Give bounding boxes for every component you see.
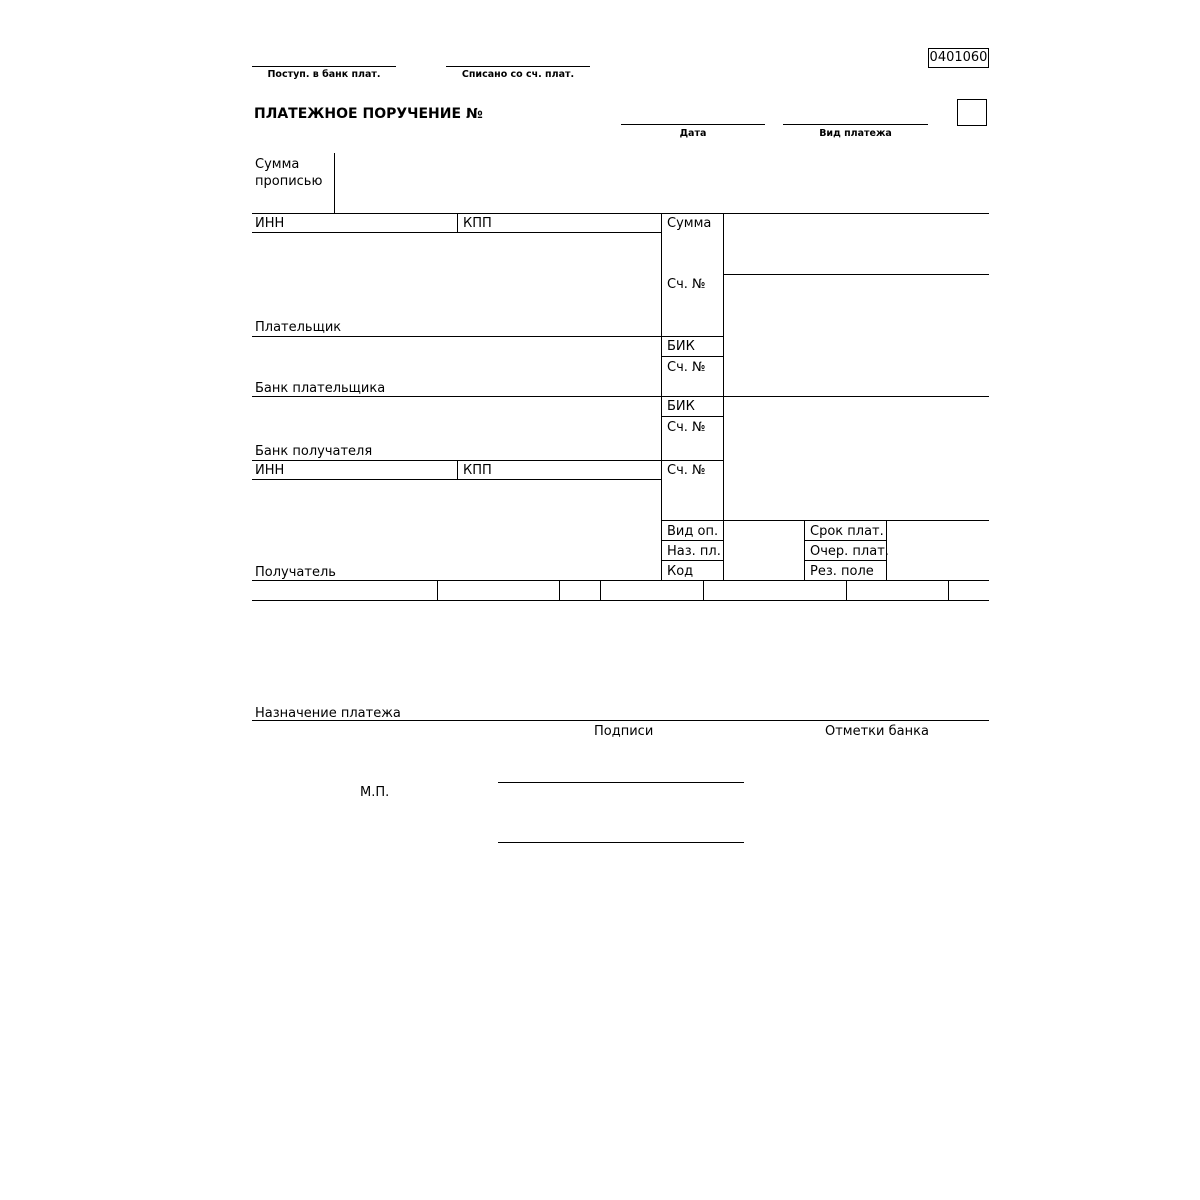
debited-date-line bbox=[446, 66, 590, 67]
tax-cell-divider-1 bbox=[437, 580, 438, 600]
date-line bbox=[621, 124, 765, 125]
tax-cell-divider-6 bbox=[948, 580, 949, 600]
recipient-account-label: Сч. № bbox=[667, 463, 706, 478]
code-label: Код bbox=[667, 564, 694, 579]
received-date-line bbox=[252, 66, 396, 67]
recipient-label: Получатель bbox=[255, 565, 336, 580]
tax-cell-divider-4 bbox=[703, 580, 704, 600]
bik1-bottom-line bbox=[661, 356, 723, 357]
status-box bbox=[957, 99, 987, 126]
recipient-bottom-line bbox=[252, 580, 989, 581]
label-column-right bbox=[723, 213, 724, 580]
recipient-bank-account-label: Сч. № bbox=[667, 420, 706, 435]
purpose-bottom-line bbox=[252, 720, 989, 721]
amount-words-label-2: прописью bbox=[255, 174, 323, 189]
tax-cell-divider-5 bbox=[846, 580, 847, 600]
bank-marks-label: Отметки банка bbox=[825, 724, 929, 739]
codes-row1-line-a bbox=[661, 540, 723, 541]
signature-line-2 bbox=[498, 842, 744, 843]
sum-bottom-line bbox=[723, 274, 989, 275]
sum-label: Сумма bbox=[667, 216, 712, 231]
recipient-kpp-divider bbox=[457, 460, 458, 480]
amount-words-divider bbox=[334, 153, 335, 214]
payer-bik-label: БИК bbox=[667, 339, 695, 354]
purpose-label: Назначение платежа bbox=[255, 706, 401, 721]
op-type-label: Вид оп. bbox=[667, 524, 719, 539]
payer-inn-label: ИНН bbox=[255, 216, 285, 231]
signature-line-1 bbox=[498, 782, 744, 783]
form-code: 0401060 bbox=[929, 50, 988, 65]
bik2-bottom-line bbox=[661, 416, 723, 417]
received-label: Поступ. в банк плат. bbox=[267, 69, 381, 80]
tax-row-bottom-line bbox=[252, 600, 989, 601]
payer-kpp-label: КПП bbox=[463, 216, 492, 231]
tax-cell-divider-2 bbox=[559, 580, 560, 600]
payer-bank-bottom-line bbox=[252, 396, 989, 397]
tax-cell-divider-3 bbox=[600, 580, 601, 600]
recipient-inn-label: ИНН bbox=[255, 463, 285, 478]
codes-row2-line-b bbox=[804, 560, 886, 561]
recipient-kpp-label: КПП bbox=[463, 463, 492, 478]
codes-top-line bbox=[661, 520, 989, 521]
payment-type-label: Вид платежа bbox=[819, 128, 892, 139]
grid-line-top bbox=[252, 213, 989, 214]
codes-divider-1 bbox=[804, 520, 805, 580]
purpose-code-label: Наз. пл. bbox=[667, 544, 721, 559]
signatures-label: Подписи bbox=[594, 724, 654, 739]
payer-label: Плательщик bbox=[255, 320, 342, 335]
payer-account-label: Сч. № bbox=[667, 277, 706, 292]
page-title: ПЛАТЕЖНОЕ ПОРУЧЕНИЕ № bbox=[254, 106, 483, 122]
order-label: Очер. плат. bbox=[810, 544, 889, 559]
codes-row2-line-a bbox=[661, 560, 723, 561]
recipient-bik-label: БИК bbox=[667, 399, 695, 414]
label-column-left bbox=[661, 213, 662, 580]
stamp-label: М.П. bbox=[360, 785, 390, 800]
recipient-bank-label: Банк получателя bbox=[255, 444, 373, 459]
reserve-label: Рез. поле bbox=[810, 564, 874, 579]
date-label: Дата bbox=[679, 128, 707, 139]
codes-row1-line-b bbox=[804, 540, 886, 541]
recipient-bank-bottom-line bbox=[252, 460, 723, 461]
payer-bank-label: Банк плательщика bbox=[255, 381, 386, 396]
payment-type-line bbox=[783, 124, 928, 125]
payer-kpp-divider bbox=[457, 213, 458, 233]
term-label: Срок плат. bbox=[810, 524, 884, 539]
payer-bank-account-label: Сч. № bbox=[667, 360, 706, 375]
debited-label: Списано со сч. плат. bbox=[461, 69, 575, 80]
amount-words-label-1: Сумма bbox=[255, 157, 300, 172]
payer-bottom-line bbox=[252, 336, 723, 337]
